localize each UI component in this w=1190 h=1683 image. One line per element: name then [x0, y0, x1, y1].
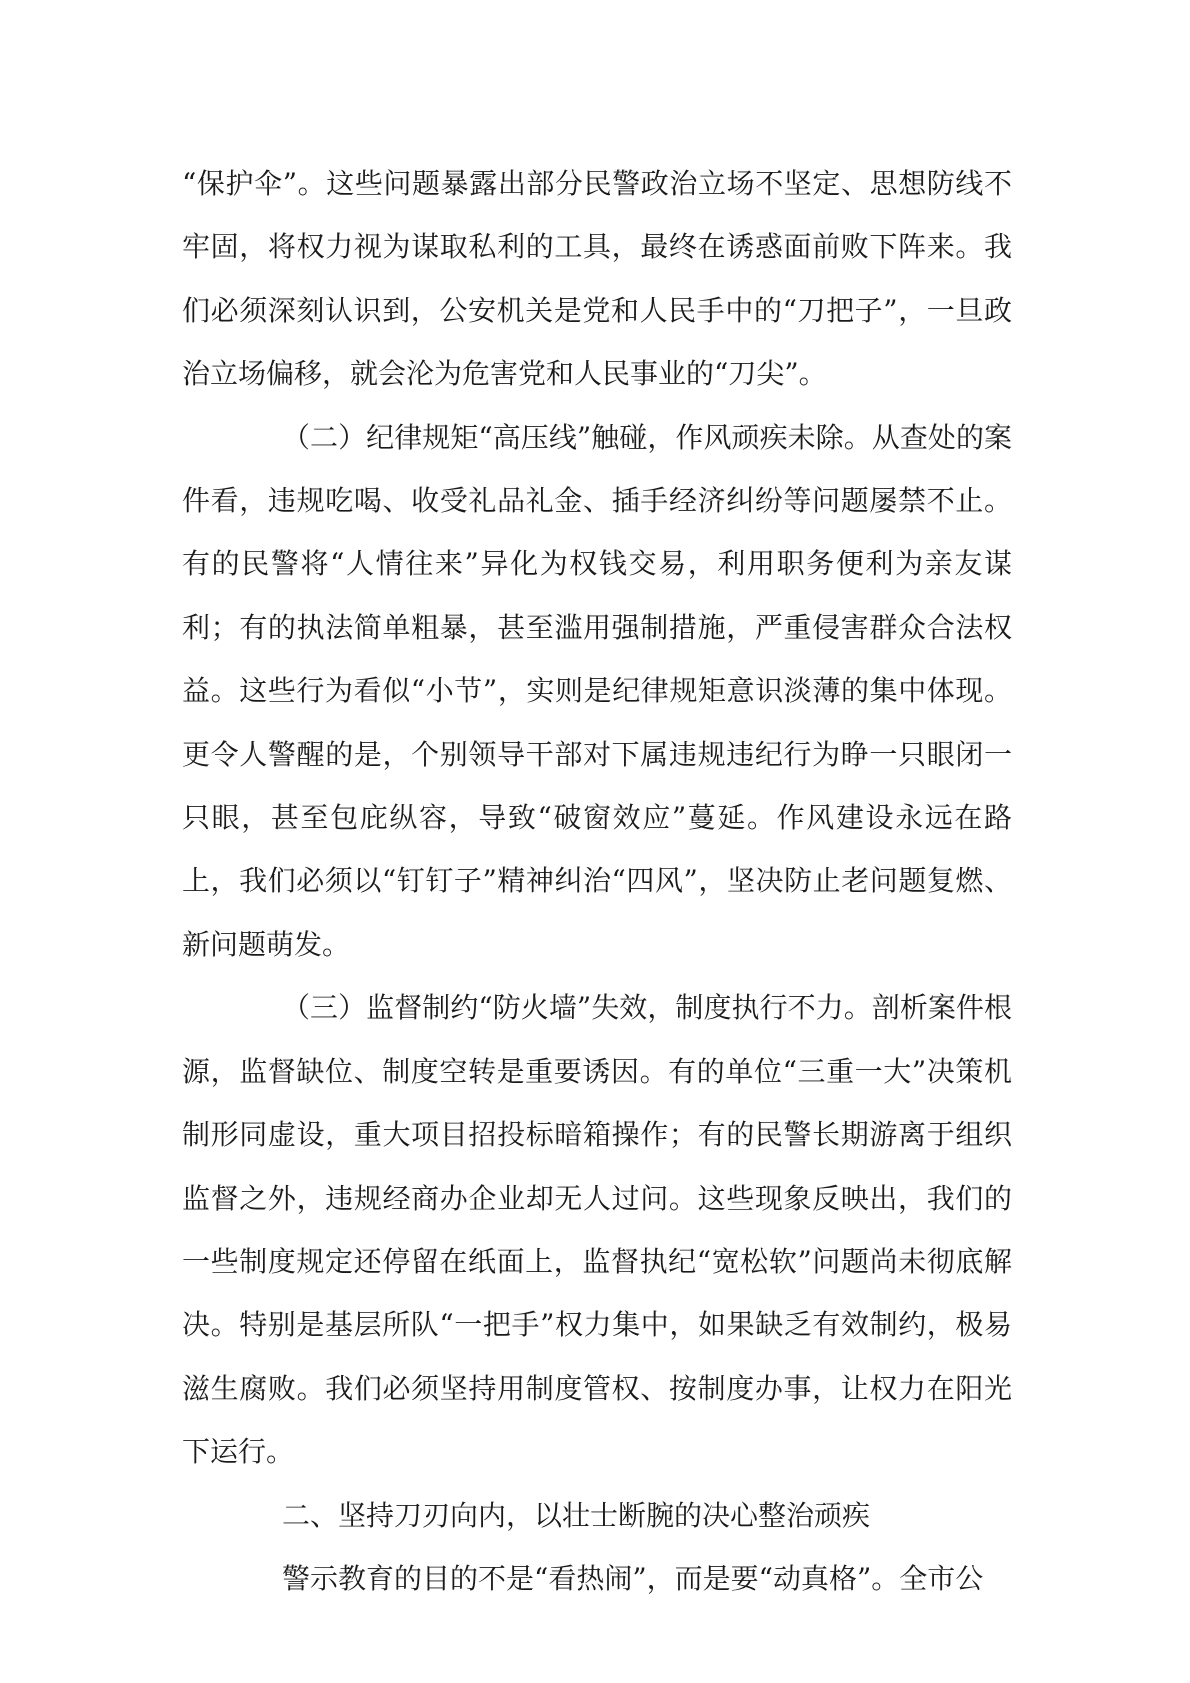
paragraph-discipline: （二）纪律规矩“高压线”触碰，作风顽疾未除。从查处的案件看，违规吃喝、收受礼品礼金、插手经济纠纷等问题屡禁不止。有的民警将“人情往来”异化为权钱交易，利用职务便利为亲友谋利；有的执法简单粗暴，甚至滥用强制措施，严重侵害群众合法权益。这些行为看似“小节”，实则是纪律规矩意识淡薄的集中体现。更令人警醒的是，个别领导干部对下属违规违纪行为睁一只眼闭一只眼，甚至包庇纵容，导致“破窗效应”蔓延。作风建设永远在路上，我们必须以“钉钉子”精神纠治“四风”，坚决防止老问题复燃、新问题萌发。	[182, 420, 1012, 961]
paragraph-warning-education: 警示教育的目的不是“看热闹”，而是要“动真格”。全市公	[282, 1561, 984, 1595]
paragraph-supervision: （三）监督制约“防火墙”失效，制度执行不力。剖析案件根源，监督缺位、制度空转是重要诱因。有的单位“三重一大”决策机制形同虚设，重大项目招投标暗箱操作；有的民警长期游离于组织监督之外，违规经商办企业却无人过问。这些现象反映出，我们的一些制度规定还停留在纸面上，监督执纪“宽松软”问题尚未彻底解决。特别是基层所队“一把手”权力集中，如果缺乏有效制约，极易滋生腐败。我们必须坚持用制度管权、按制度办事，让权力在阳光下运行。	[182, 991, 1012, 1469]
document-body	[182, 152, 1012, 1610]
section-heading: 二、坚持刀刃向内，以壮士断腕的决心整治顽疾	[282, 1498, 871, 1532]
paragraph-continuation: “保护伞”。这些问题暴露出部分民警政治立场不坚定、思想防线不牢固，将权力视为谋取私利的工具，最终在诱惑面前败下阵来。我们必须深刻认识到，公安机关是党和人民手中的“刀把子”，一旦政治立场偏移，就会沦为危害党和人民事业的“刀尖”。	[182, 167, 1012, 391]
